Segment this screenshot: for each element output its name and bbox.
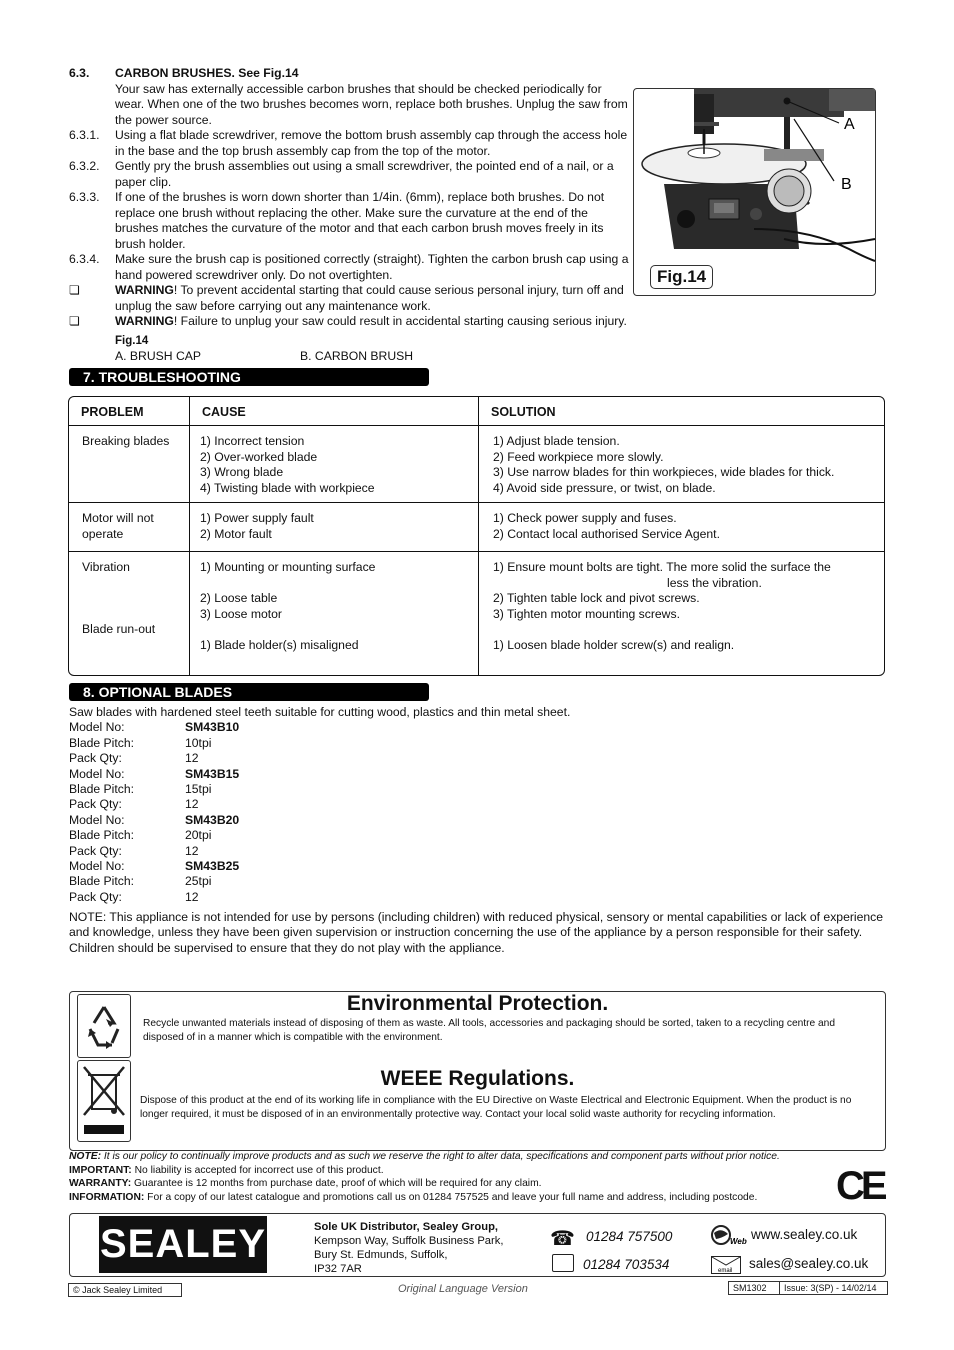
table-header-row <box>69 397 884 426</box>
field-label: Blade Pitch: <box>69 828 135 843</box>
web-icon <box>710 1224 747 1246</box>
blade-pitch: 25tpi <box>185 874 212 889</box>
cause-text: 1) Mounting or mounting surface <box>200 560 376 574</box>
fax-number: 01284 703534 <box>583 1257 670 1272</box>
footer-box <box>69 1213 886 1277</box>
step-number: 6.3.1. <box>69 128 100 142</box>
important-text: No liability is accepted for incorrect use of this product. <box>131 1164 384 1176</box>
warning-1 <box>69 283 629 314</box>
cause-text: 3) Loose motor <box>200 606 282 621</box>
cause-text: 1) Power supply fault <box>200 511 314 525</box>
solution-text: 3) Tighten motor mounting screws. <box>493 606 680 621</box>
column-header: SOLUTION <box>479 397 884 426</box>
troubleshooting-table <box>68 396 885 676</box>
field-label: Model No: <box>69 812 125 827</box>
step-number: 6.3.4. <box>69 252 100 266</box>
address-line: Kempson Way, Suffolk Business Park, <box>314 1235 504 1247</box>
field-label: Blade Pitch: <box>69 735 135 750</box>
email-icon-label: email <box>718 1268 733 1274</box>
blades-intro: Saw blades with hardened steel teeth suitable for cutting wood, plastics and thin metal sheet. <box>69 705 571 719</box>
pack-qty: 12 <box>185 889 199 904</box>
field-label: Pack Qty: <box>69 843 122 858</box>
warning-label: WARNING <box>115 314 174 328</box>
solution-text: 2) Feed workpiece more slowly. <box>493 449 664 464</box>
callout-a: A <box>844 116 855 133</box>
table-row <box>69 426 884 503</box>
troubleshooting-heading: 7. TROUBLESHOOTING <box>69 368 429 386</box>
pack-qty: 12 <box>185 751 199 766</box>
phone-icon: ☎ <box>550 1228 575 1250</box>
note-text: It is our policy to continually improve products and as such we reserve the right to alter data, specifications and component parts without prior notice. <box>101 1151 780 1162</box>
warning-text: ! Failure to unplug your saw could result in accidental starting causing serious injury. <box>173 314 627 328</box>
section-heading: CARBON BRUSHES. See Fig.14 <box>115 66 299 80</box>
copyright-label: © Jack Sealey Limited <box>68 1283 182 1297</box>
step-number: 6.3.3. <box>69 190 100 204</box>
step-text: If one of the brushes is worn down shorter than 1/4in. (6mm), replace both brushes. Do not replace one brush without replacing the other. Make sure the curvature at the end of the brushes matches the curvature of the motor and that each carbon brush moves freely in its brush holder. <box>115 190 605 251</box>
environment-box <box>69 991 886 1151</box>
important-label: IMPORTANT: <box>69 1164 132 1176</box>
solution-text: less the vibration. <box>667 575 762 590</box>
field-label: Pack Qty: <box>69 889 122 904</box>
figure-14 <box>633 88 876 296</box>
solution-text: 4) Avoid side pressure, or twist, on blade. <box>493 480 716 495</box>
column-header: CAUSE <box>190 397 479 426</box>
table-row <box>69 552 884 675</box>
model-number: SM43B25 <box>185 859 240 874</box>
warning-label: WARNING <box>115 283 174 297</box>
problem-text: Vibration <box>82 560 130 574</box>
model-number: SM43B10 <box>185 720 240 735</box>
weee-text: Dispose of this product at the end of its working life in compliance with the EU Directive on Waste Electrical and Electronic Equipment. When the product is no longer required, it must be disposed of in an environmentally protective way. Contact your local solid waste authority for recycling information. <box>140 1095 852 1120</box>
fig-part-a: A. BRUSH CAP <box>115 349 202 363</box>
information-text: For a copy of our latest catalogue and promotions call us on 01284 757525 and leave your full name and address, including postcode. <box>144 1191 758 1203</box>
cause-text: 1) Incorrect tension <box>200 434 305 448</box>
field-label: Model No: <box>69 766 125 781</box>
language-label: Original Language Version <box>398 1283 528 1295</box>
blade-pitch: 15tpi <box>185 782 212 797</box>
model-number: SM43B20 <box>185 812 240 827</box>
website-link[interactable]: www.sealey.co.uk <box>751 1227 858 1242</box>
field-label: Blade Pitch: <box>69 782 135 797</box>
blade-pitch: 10tpi <box>185 735 212 750</box>
problem-text: operate <box>82 526 124 541</box>
problem-text: Blade run-out <box>82 622 156 636</box>
problem-text: Breaking blades <box>82 434 170 448</box>
document-code: SM1302 <box>728 1281 780 1295</box>
field-label: Model No: <box>69 859 125 874</box>
address-line: Bury St. Edmunds, Suffolk, <box>314 1249 448 1261</box>
checkbox-bullet-icon: ❏ <box>69 314 80 328</box>
distributor-name: Sole UK Distributor, Sealey Group, <box>314 1221 499 1233</box>
phone-number: 01284 757500 <box>586 1229 673 1244</box>
model-number: SM43B15 <box>185 766 240 781</box>
step-number: 6.3.2. <box>69 159 100 173</box>
problem-text: Motor will not <box>82 511 154 525</box>
pack-qty: 12 <box>185 797 199 812</box>
field-label: Pack Qty: <box>69 797 122 812</box>
fine-print <box>69 1150 899 1208</box>
ce-mark-icon: CE <box>836 1164 884 1208</box>
cause-text: 2) Loose table <box>200 591 278 605</box>
solution-text: 2) Contact local authorised Service Agent. <box>493 526 720 541</box>
section-number: 6.3. <box>69 66 90 80</box>
weee-title: WEEE Regulations. <box>380 1067 575 1090</box>
figure-caption: Fig.14 <box>115 334 149 347</box>
environmental-protection-text: Recycle unwanted materials instead of disposing of them as waste. All tools, accessories and packaging should be sorted, taken to a recycling centre and disposed of in a manner which is compatible with the environment. <box>143 1018 836 1043</box>
distributor-address <box>314 1220 503 1276</box>
issue-label: Issue: 3(SP) - 14/02/14 <box>779 1281 888 1295</box>
fax-icon <box>552 1254 574 1272</box>
cause-text: 3) Wrong blade <box>200 465 284 479</box>
sealey-logo: SEALEY <box>99 1216 267 1273</box>
pack-qty: 12 <box>185 843 199 858</box>
solution-text: 1) Check power supply and fuses. <box>493 511 677 525</box>
information-label: INFORMATION: <box>69 1191 145 1203</box>
fig-part-b: B. CARBON BRUSH <box>300 349 414 363</box>
solution-text: 1) Ensure mount bolts are tight. The more solid the surface the <box>493 560 831 574</box>
step-text: Gently pry the brush assemblies out using a small screwdriver, the pointed end of a nail, or a paper clip. <box>115 159 614 189</box>
warning-2 <box>69 314 689 330</box>
email-link[interactable]: sales@sealey.co.uk <box>749 1256 869 1271</box>
cause-text: 4) Twisting blade with workpiece <box>200 480 375 495</box>
cause-text: 2) Over-worked blade <box>200 449 318 464</box>
field-label: Blade Pitch: <box>69 874 135 889</box>
safety-note: NOTE: This appliance is not intended for use by persons (including children) with reduced physical, sensory or mental capabilities or lack of experience and knowledge, unless they have been given supervision or instruction concerning the use of the appliance by a person responsible for their safety. Children should be supervised to ensure that they do not play with the appliance. <box>69 910 884 955</box>
cause-text: 2) Motor fault <box>200 526 272 541</box>
warranty-label: WARRANTY: <box>69 1178 132 1190</box>
address-line: IP32 7AR <box>314 1263 362 1275</box>
figure-label: Fig.14 <box>650 265 713 289</box>
email-icon <box>711 1256 741 1274</box>
web-icon-label: Web <box>730 1237 747 1246</box>
optional-blades-list <box>69 705 570 905</box>
step-text: Make sure the brush cap is positioned correctly (straight). Tighten the carbon brush cap using a hand powered screwdriver only. Do not overtighten. <box>115 252 629 282</box>
solution-text: 1) Loosen blade holder screw(s) and realign. <box>493 637 735 652</box>
section-carbon-brushes <box>69 66 629 365</box>
note-label: NOTE: <box>69 1151 102 1162</box>
field-label: Pack Qty: <box>69 751 122 766</box>
field-label: Model No: <box>69 720 125 735</box>
solution-text: 2) Tighten table lock and pivot screws. <box>493 591 700 605</box>
optional-blades-heading: 8. OPTIONAL BLADES <box>69 683 429 701</box>
solution-text: 1) Adjust blade tension. <box>493 434 620 448</box>
column-header: PROBLEM <box>69 397 190 426</box>
table-row <box>69 503 884 552</box>
warranty-text: Guarantee is 12 months from purchase date, proof of which will be required for any claim. <box>131 1178 542 1190</box>
section-intro: Your saw has externally accessible carbon brushes that should be checked periodically for wear. When one of the two brushes becomes worn, replace both brushes. Unplug the saw from the power source. <box>115 81 628 127</box>
cause-text: 1) Blade holder(s) misaligned <box>200 637 359 652</box>
step-text: Using a flat blade screwdriver, remove the bottom brush assembly cap through the access hole in the base and the top brush assembly cap from the top of the motor. <box>115 128 628 158</box>
callout-b: B <box>841 176 852 193</box>
warning-text: ! To prevent accidental starting that could cause serious personal injury, turn off and unplug the saw before carrying out any maintenance work. <box>115 283 624 313</box>
blade-pitch: 20tpi <box>185 828 212 843</box>
checkbox-bullet-icon: ❏ <box>69 283 80 297</box>
solution-text: 3) Use narrow blades for thin workpieces, wide blades for thick. <box>493 465 835 479</box>
environmental-protection-title: Environmental Protection. <box>346 992 609 1015</box>
